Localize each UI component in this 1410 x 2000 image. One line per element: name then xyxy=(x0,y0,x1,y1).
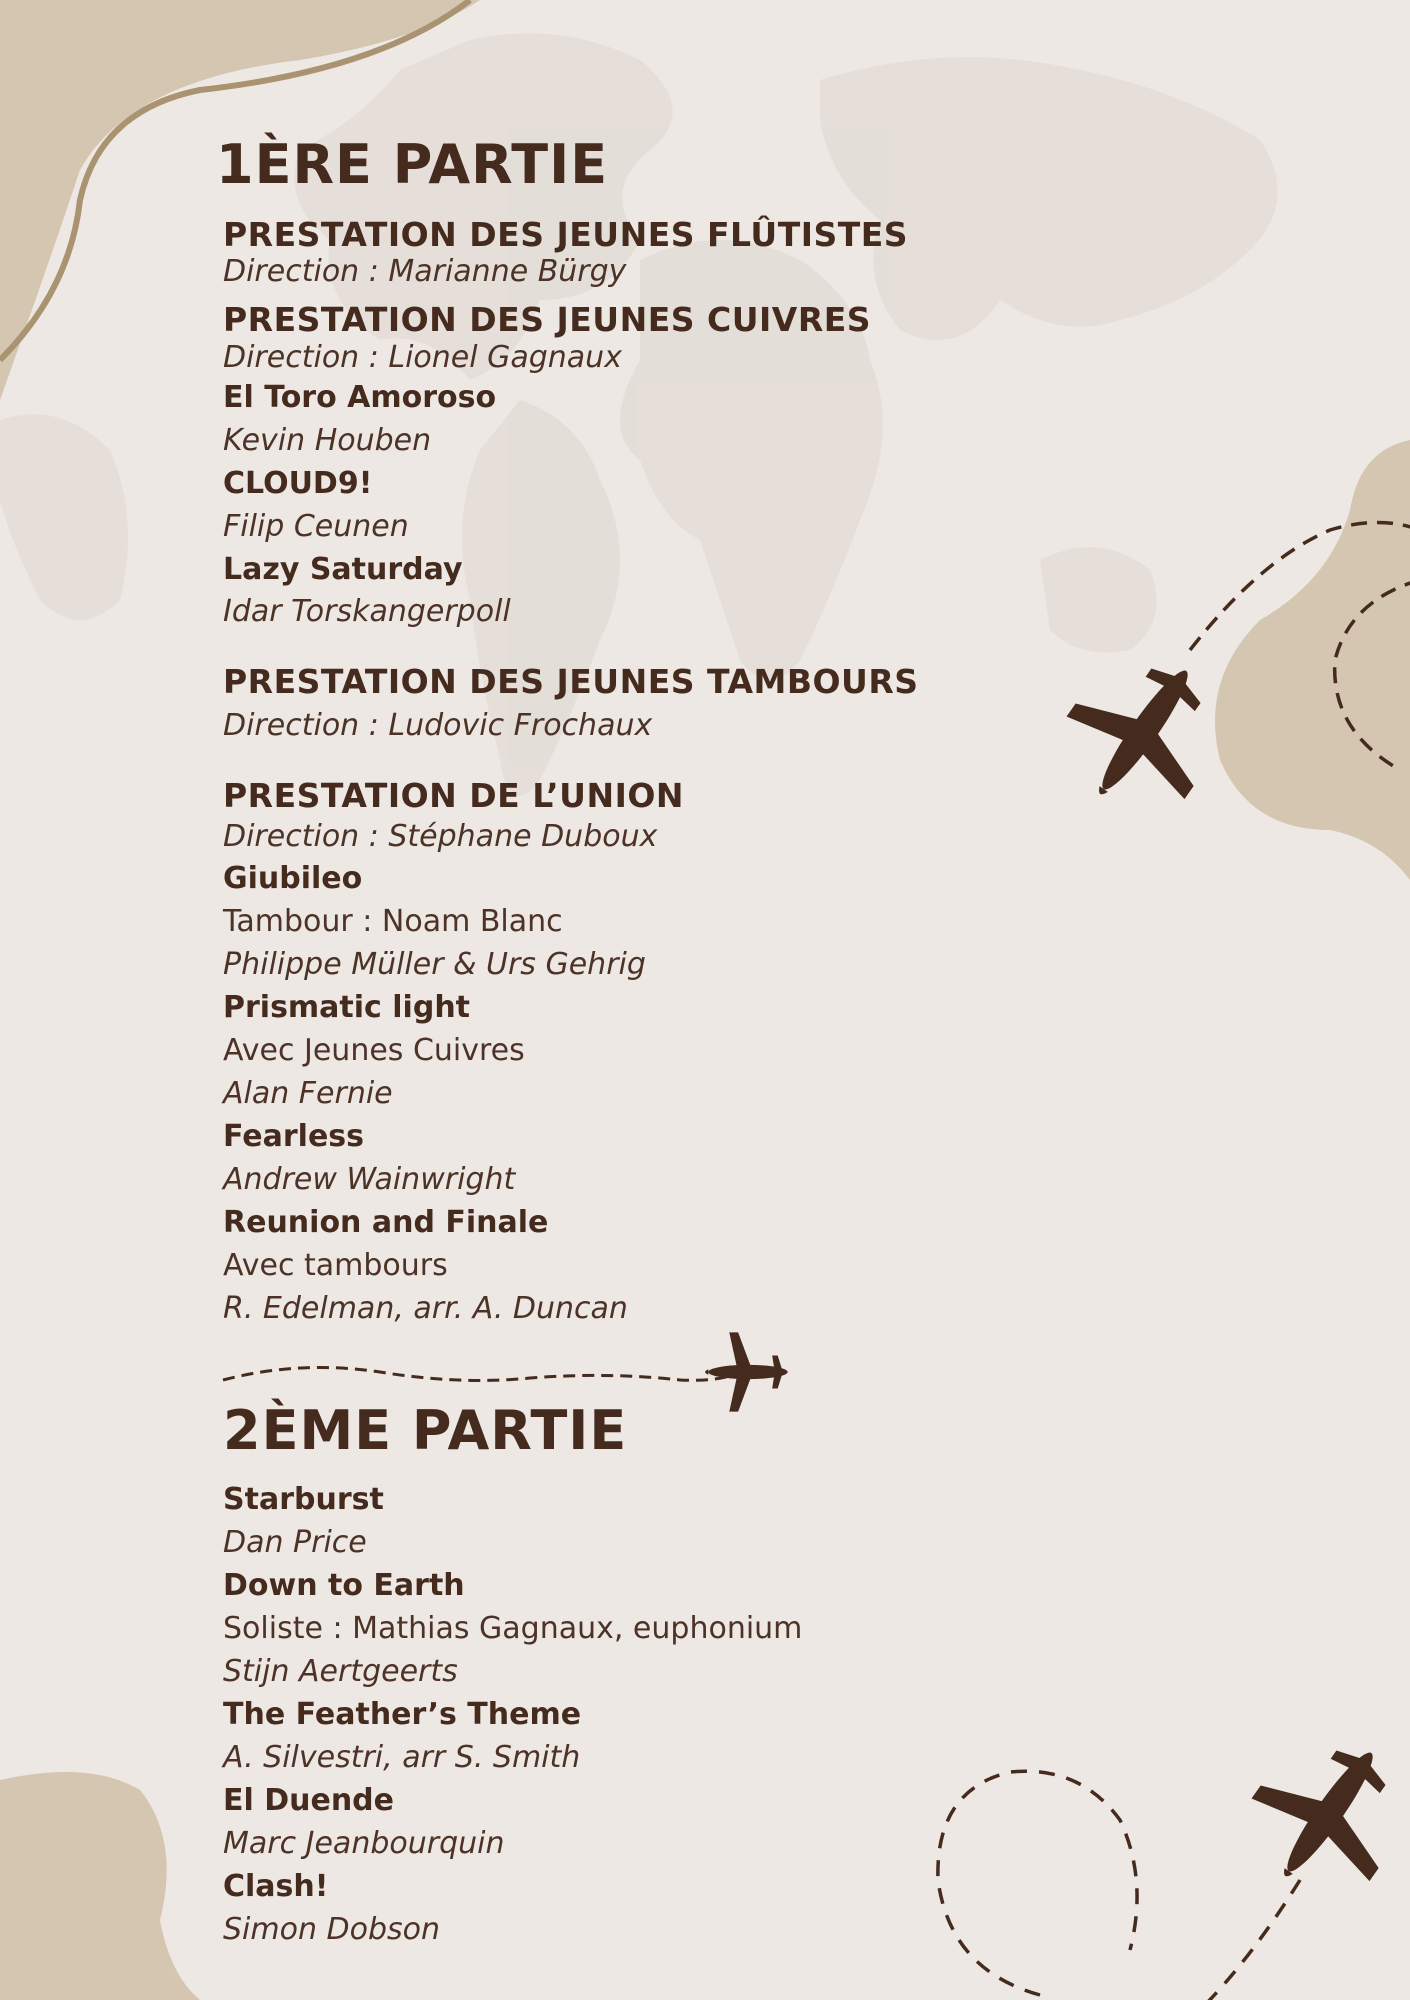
piece-title: Starburst xyxy=(223,1482,384,1517)
part1-heading: 1ÈRE PARTIE xyxy=(216,133,609,196)
piece-composer: Kevin Houben xyxy=(223,423,432,458)
piece-composer: A. Silvestri, arr S. Smith xyxy=(223,1740,581,1775)
piece-title: Fearless xyxy=(223,1119,365,1154)
piece-title: Giubileo xyxy=(223,861,363,896)
piece-title: El Toro Amoroso xyxy=(223,380,497,415)
piece-composer: Simon Dobson xyxy=(223,1912,441,1947)
section-heading-flutes: PRESTATION DES JEUNES FLÛTISTES xyxy=(223,215,909,254)
piece-note: Soliste : Mathias Gagnaux, euphonium xyxy=(223,1611,803,1646)
piece-title: Clash! xyxy=(223,1869,329,1904)
piece-note: Tambour : Noam Blanc xyxy=(223,904,563,939)
piece-title: Reunion and Finale xyxy=(223,1205,549,1240)
section-heading-tambours: PRESTATION DES JEUNES TAMBOURS xyxy=(223,662,919,701)
piece-note: Avec Jeunes Cuivres xyxy=(223,1033,525,1068)
direction-cuivres: Direction : Lionel Gagnaux xyxy=(223,340,622,375)
section-heading-union: PRESTATION DE L’UNION xyxy=(223,776,685,815)
piece-composer: Stijn Aertgeerts xyxy=(223,1654,458,1689)
direction-tambours: Direction : Ludovic Frochaux xyxy=(223,708,653,743)
piece-composer: Philippe Müller & Urs Gehrig xyxy=(223,947,646,982)
piece-composer: Alan Fernie xyxy=(223,1076,393,1111)
part2-heading: 2ÈME PARTIE xyxy=(223,1399,628,1462)
piece-title: El Duende xyxy=(223,1783,395,1818)
piece-composer: Marc Jeanbourquin xyxy=(223,1826,505,1861)
piece-composer: Andrew Wainwright xyxy=(223,1162,516,1197)
section-heading-cuivres: PRESTATION DES JEUNES CUIVRES xyxy=(223,300,872,339)
direction-union: Direction : Stéphane Duboux xyxy=(223,819,658,854)
piece-title: CLOUD9! xyxy=(223,466,373,501)
piece-composer: Dan Price xyxy=(223,1525,367,1560)
piece-composer: Idar Torskangerpoll xyxy=(223,594,511,629)
piece-composer: Filip Ceunen xyxy=(223,509,409,544)
piece-composer: R. Edelman, arr. A. Duncan xyxy=(223,1291,628,1326)
piece-title: Lazy Saturday xyxy=(223,552,463,587)
piece-note: Avec tambours xyxy=(223,1248,448,1283)
piece-title: The Feather’s Theme xyxy=(223,1697,582,1732)
piece-title: Prismatic light xyxy=(223,990,471,1025)
direction-flutes: Direction : Marianne Bürgy xyxy=(223,254,627,289)
piece-title: Down to Earth xyxy=(223,1568,465,1603)
